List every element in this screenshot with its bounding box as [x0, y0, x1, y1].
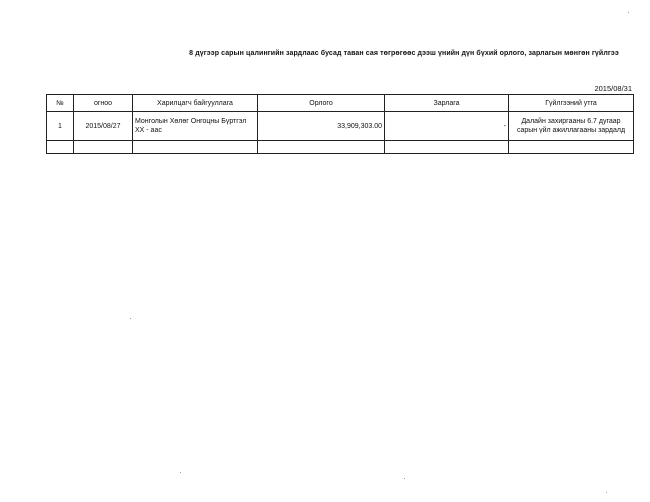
header-expense: Зарлага [385, 95, 509, 112]
header-counterparty: Харилцагч байгууллага [133, 95, 258, 112]
scan-speck [180, 472, 181, 473]
document-title [0, 50, 650, 57]
empty-cell [47, 141, 74, 154]
scan-speck [404, 478, 405, 479]
table-header-row [47, 95, 634, 112]
cell-date: 2015/08/27 [74, 112, 133, 141]
table-row-empty [47, 141, 634, 154]
cell-no: 1 [47, 112, 74, 141]
scan-speck [606, 492, 607, 493]
table-row [47, 112, 634, 141]
empty-cell [74, 141, 133, 154]
header-date: огноо [74, 95, 133, 112]
transactions-table [46, 94, 634, 154]
empty-cell [509, 141, 634, 154]
header-income: Орлого [258, 95, 385, 112]
cell-counterparty: Монголын Хөлөг Онгоцны Бүртгэл ХХ - аас [133, 112, 258, 141]
header-purpose: Гүйлгээний утга [509, 95, 634, 112]
empty-cell [133, 141, 258, 154]
cell-income: 33,909,303.00 [258, 112, 385, 141]
cell-expense: - [385, 112, 509, 141]
empty-cell [385, 141, 509, 154]
report-date: 2015/08/31 [594, 84, 632, 93]
document-title-text: 8 дүгээр сарын цалингийн зардлаас бусад таван сая төгрөгөөс дээш үнийн дүн бүхий орлого, зарлагын мөнгөн гүйлгээ [189, 50, 619, 57]
scan-speck [130, 318, 131, 319]
scan-speck [628, 12, 629, 13]
empty-cell [258, 141, 385, 154]
cell-purpose: Далайн захиргааны 6.7 дугаар сарын үйл ажиллагааны зардалд [509, 112, 634, 141]
header-no: № [47, 95, 74, 112]
